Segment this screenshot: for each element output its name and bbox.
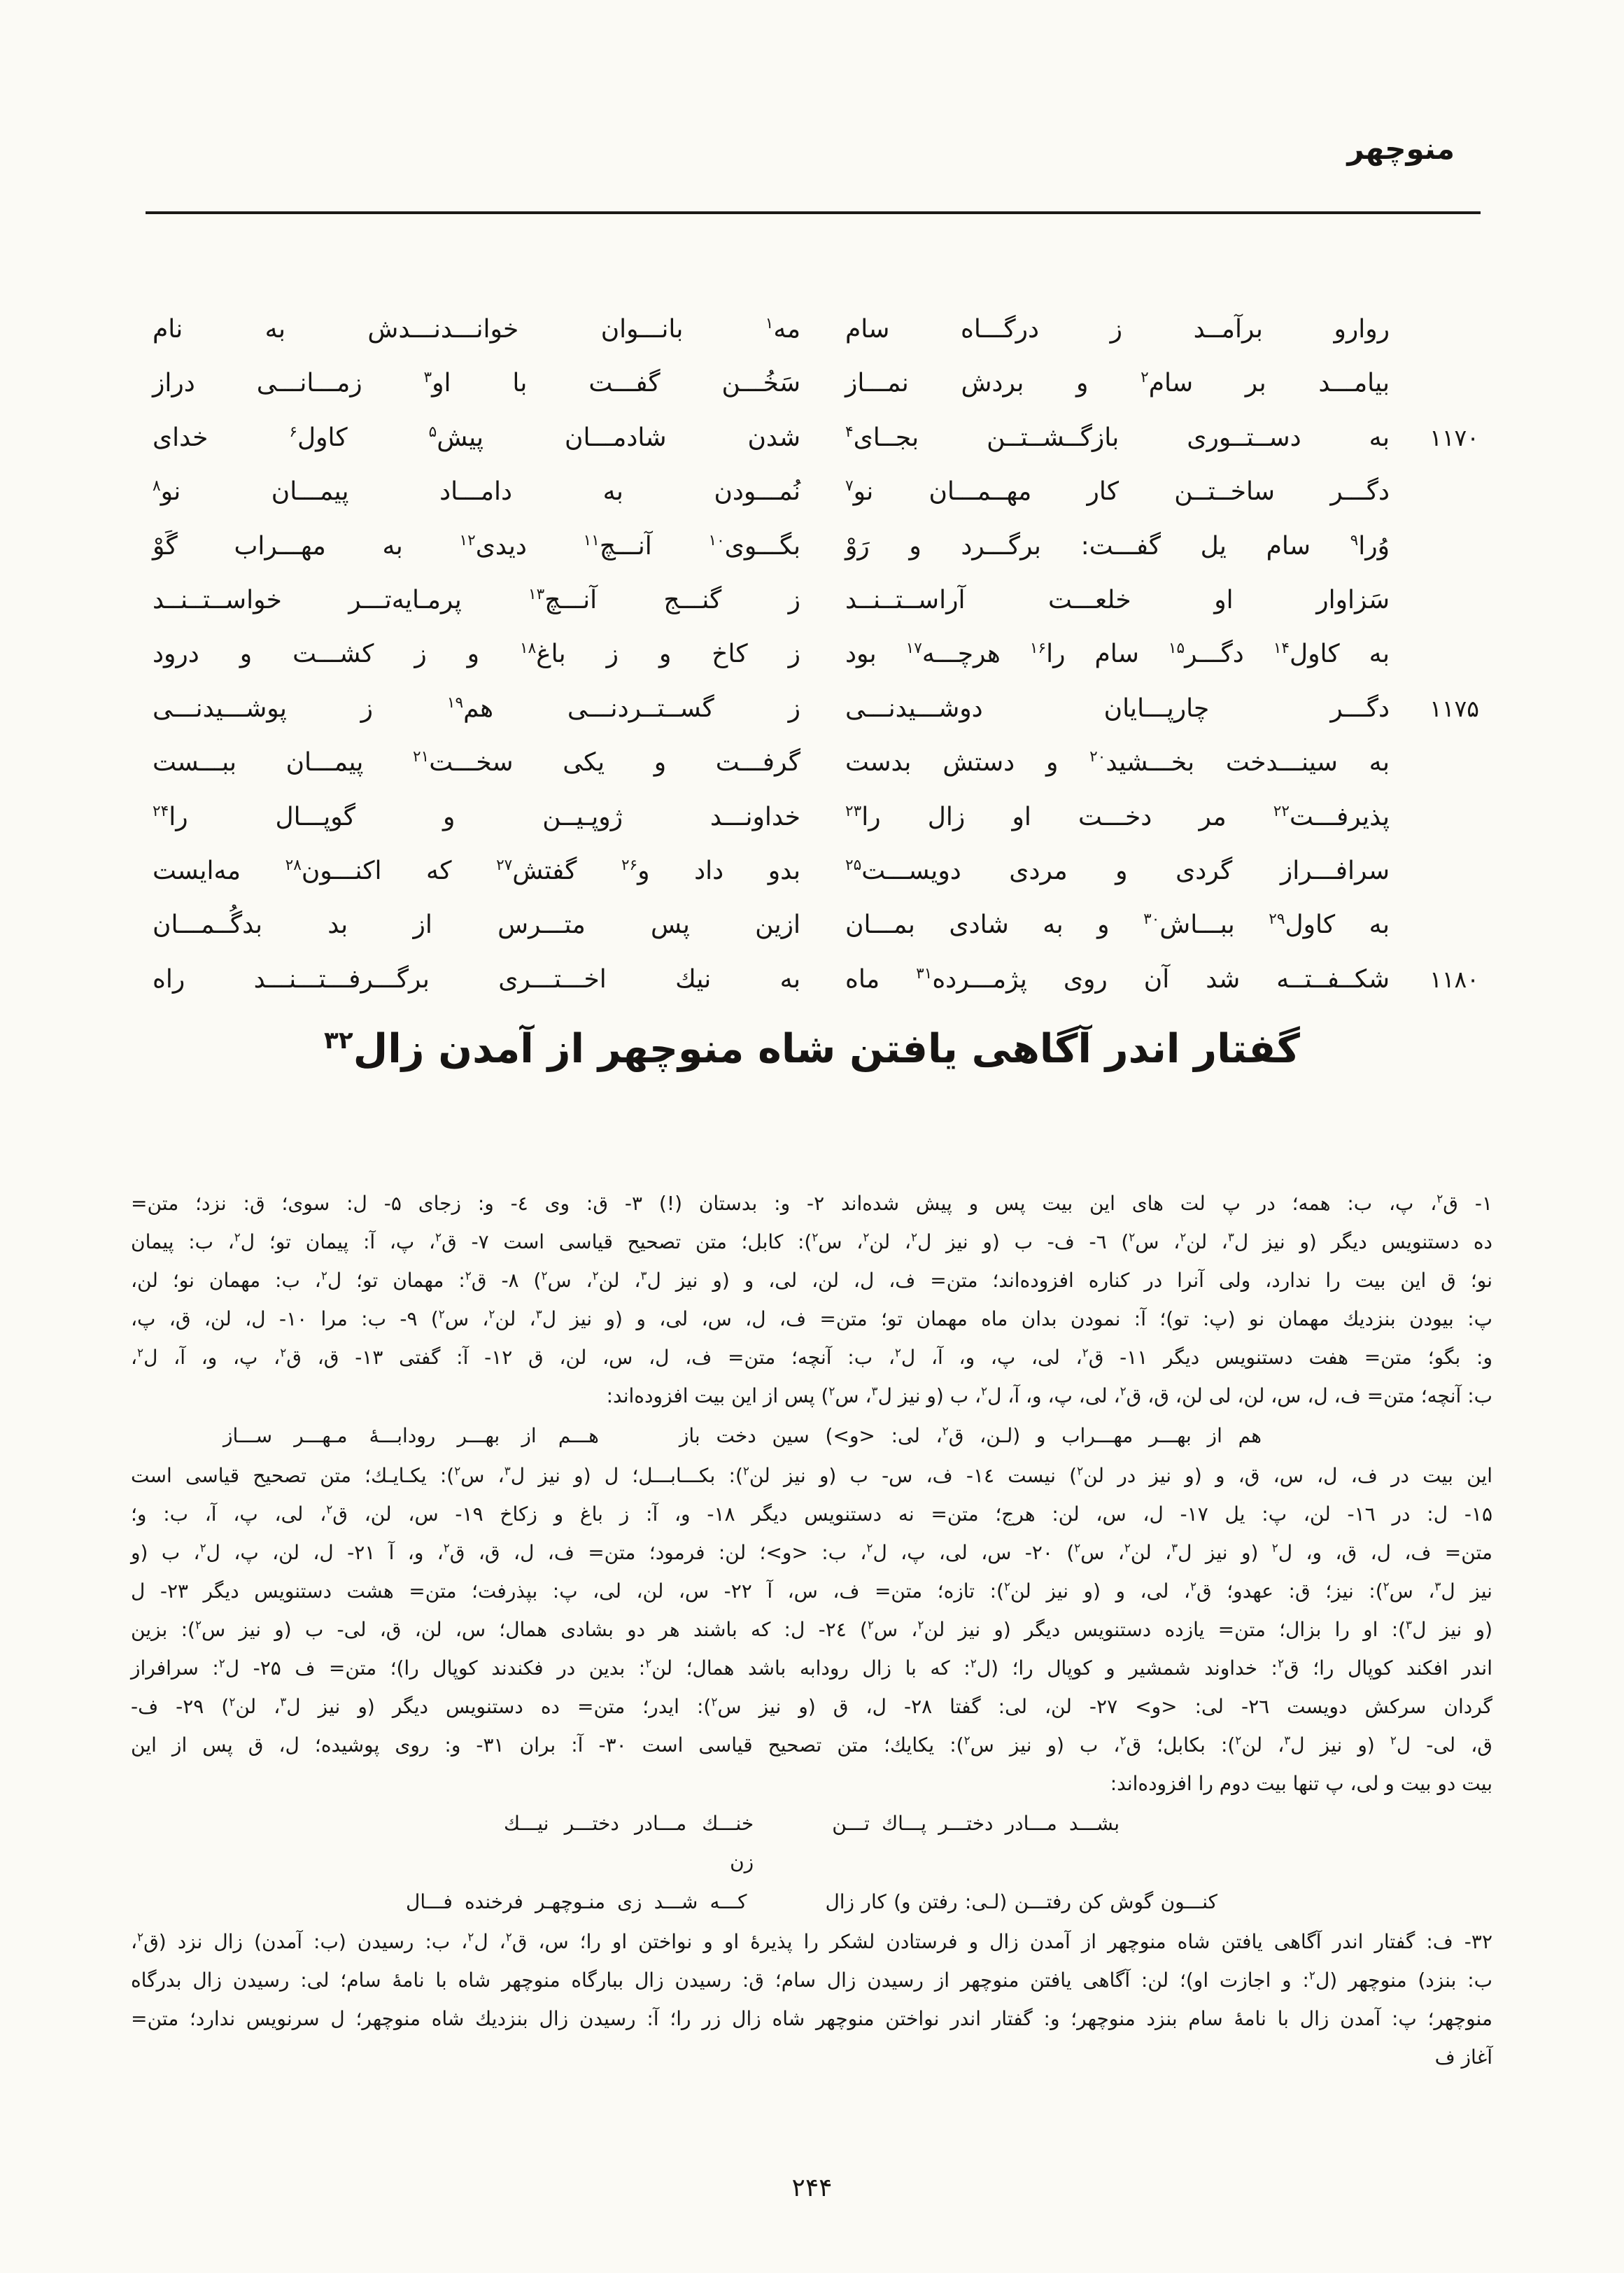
hemistich-second: خداونـــد ژوپـیــن و گوپـــال را$^{۲۴}$ (153, 802, 800, 831)
hemistich-second: سَخُـــن گفـــت با او$^۳$ زمـــانـــی دراز (153, 369, 800, 398)
apparatus-inline-verse (223, 1416, 1262, 1455)
apparatus-line: و: بگو؛ متن= هفت دستنویس دیگر ۱۱- ق$^۲$، لی، پ، و، آ، ل$^۲$، ب: آنچه؛ متن= ف، ل، س، لن، ق ۱۲- آ: گفتی ۱۳- ق، ق$^۲$، پ، و، آ، ل$^۲$، (131, 1345, 1492, 1369)
hemistich-first: دگـــر چارپـــایان دوشـــیدنـــی (845, 694, 1390, 723)
verse-row (153, 315, 1479, 369)
hemistich-first: به کاول$^{۲۹}$ ببـــاش$^{۳۰}$ و به شادی بمـــان (845, 910, 1390, 940)
verse-row (153, 965, 1479, 1019)
section-heading: گفتار اندر آگاهی یافتن شاه منوچهر از آمدن زال$^{۳۲}$ (324, 1026, 1300, 1072)
apparatus-line: ده دستنویس دیگر (و نیز ل$^۳$، لن$^۲$، س$^۲$) ٦- ف- ب (و نیز ل$^۲$، لن$^۲$، س$^۲$): کابل؛ متن تصحیح قیاسی است ۷- ق$^۲$، پ، آ: پیمان تو؛ ل$^۲$، ب: پیمان (131, 1230, 1493, 1253)
hemistich-first: روارو برآمــد ز درگـــاه سام (845, 315, 1390, 344)
verse-number: ۱۱۷۵ (1429, 694, 1479, 722)
header-rule (146, 211, 1481, 214)
apparatus-line: اندر افکند کوپال را؛ ق$^۲$: خداوند شمشیر و کوپال را؛ (ل$^۲$: که با زال رودابه باشد همال؛ لن$^۲$: بدین در فکندند کوپال را)؛ متن= ف ۲۵- ل$^۲$: سرافراز (131, 1656, 1492, 1680)
apparatus-line: (و نیز ل$^۳$): او را بزال؛ متن= یازده دستنویس دیگر (و نیز لن$^۲$، س$^۲$) ۲٤- ل: که باشند هر دو بشادی همال؛ س، لن، ق، لی- ب (و نیز س$^۲$): بزین (131, 1617, 1492, 1641)
verse-row (153, 477, 1479, 531)
apparatus-line: آغاز ف (1434, 2046, 1492, 2069)
hemistich-second: مه$^۱$ بانـــوان خوانـــدنـــدش به نام (153, 315, 800, 344)
hemistich-second: شدن شادمـــان پیش$^۵$ کاول$^۶$ خدای (153, 423, 800, 452)
hemistich-first: به دســتــوری بازگــشــتــن بجــای$^۴$ (845, 423, 1390, 452)
apparatus-line: نو؛ ق این بیت را ندارد، ولی آنرا در کناره افزوده‌اند؛ متن= ف، ل، لن، لی، و (و نیز ل$^۳$، لن$^۲$، س$^۲$) ۸- ق$^۲$: مهمان تو؛ ل$^۲$، ب: مهمان نو؛ لن، (131, 1268, 1492, 1292)
verse-row (153, 369, 1479, 423)
poem-block (153, 315, 1479, 1019)
hemistich-first: دگـــر ساخــتــن کار مهــمـــان نو$^۷$ (845, 477, 1390, 507)
apparatus-line: نیز ل$^۳$، س$^۲$): نیز؛ ق: عهدو؛ ق$^۲$، لی، و (و نیز لن$^۲$): تازه؛ متن= ف، س، آ ۲۲- س، لن، لی، پ: بپذرفت؛ متن= هشت دستنویس دیگر ۲۳- ل (131, 1579, 1492, 1603)
inline-couplet-hemistich-first: کنـــون گوش کن رفتـــن (لـی: رفتن و) کار زال (825, 1890, 1217, 1913)
hemistich-second: ازین پس متـــرس از بد بدگُــمـــان (153, 910, 800, 940)
hemistich-second: ز گســتــردنـــی هم$^{۱۹}$ ز پوشـــیدنـــی (153, 694, 800, 723)
hemistich-first: به کاول$^{۱۴}$ دگـــر$^{۱۵}$ سام را$^{۱۶}$ هرچـــه$^{۱۷}$ بود (845, 640, 1390, 669)
verse-row (153, 423, 1479, 477)
verse-row (153, 694, 1479, 748)
hemistich-second: بگـــوی$^{۱۰}$ آنـــچ$^{۱۱}$ دیدی$^{۱۲}$ به مهـــراب گَوْ (153, 531, 800, 561)
verse-number: ۱۱۷۰ (1429, 423, 1479, 451)
running-head-title: منوچهر (1347, 132, 1455, 166)
apparatus-line: متن= ف، ل، ق، و، ل$^۲$ (و نیز ل$^۳$، لن$^۲$، س$^۲$) ۲۰- س، لی، پ، ل$^۲$، ب: <و>؛ لن: فرمود؛ متن= ف، ل، ق، ق$^۲$، و، آ ۲۱- ل، لن، پ، ل$^۲$، ب (و (131, 1540, 1492, 1564)
hemistich-second: بدو داد و$^{۲۶}$ گفتش$^{۲۷}$ که اکنـــون$^{۲۸}$ مه‌ایست (153, 856, 800, 885)
hemistich-first: شکــفــتــه شد آن روی پژمـــرده$^{۳۱}$ ماه (845, 964, 1390, 994)
inline-couplet-hemistich-first: بشـــد مـــادر دختـــر پـــاك تـــن (832, 1812, 1120, 1835)
inline-couplet-hemistich-second: خنـــك مـــادر دختـــر نیـــك زن (504, 1812, 754, 1873)
apparatus-line: ۱۵- ل: در ۱٦- لن، پ: یل ۱۷- ل، س، لن: هرج؛ متن= نه دستنویس دیگر ۱۸- و، آ: ز باغ و زکاخ ۱۹- س، لن، ق$^۲$، لی، پ، آ، ب: و؛ (131, 1502, 1492, 1526)
apparatus-line: منوچهر؛ پ: آمدن زال با نامهٔ سام بنزد منوچهر؛ و: گفتار اندر نواختن منوچهر شاه زال زر را؛ آ: رسیدن زال بنزدیك شاه منوچهر؛ ل سرنویس ندارد؛ متن= (131, 2007, 1492, 2030)
apparatus-line: پ: بیودن بنزدیك مهمان نو (پ: تو)؛ آ: نمودن بدان ماه مهمان تو؛ متن= ف، ل، س، لی، و (و نیز ل$^۳$، لن$^۲$، س$^۲$) ۹- ب: مرا ۱۰- ل، لن، ق، پ، (131, 1307, 1492, 1330)
hemistich-first: بیامـــد بر سام$^۲$ و بردش نمـــاز (845, 369, 1390, 398)
inline-couplet-hemistich-second: کـــه شـــد زی منـوچهـر فرخنده فـــال (406, 1890, 747, 1913)
verse-row (153, 857, 1479, 910)
apparatus-line: ب: آنچه؛ متن= ف، ل، س، لن، لی لن، ق، ق$^۲$، لی، پ، و، آ، ل$^۲$، ب (و نیز ل$^۳$، س$^۲$) پس از این بیت افزوده‌اند: (606, 1384, 1492, 1407)
apparatus-line: ق، لی- ل$^۲$ (و نیز ل$^۳$، لن$^۲$): بکابل؛ ق$^۲$، ب (و نیز س$^۲$): یکایك؛ متن تصحیح قیاسی است ۳۰- آ: بران ۳۱- و: روی پوشیده؛ ل، ق پس از این (131, 1733, 1492, 1757)
hemistich-first: پذیرفـــت$^{۲۲}$ مر دخـــت او زال را$^{۲۳}$ (845, 802, 1390, 831)
apparatus-line: گردان سرکش دویست ۲٦- لی: <و> ۲۷- لن، لی: گفتا ۲۸- ل، ق (و نیز س$^۲$): ایدر؛ متن= ده دستنویس دیگر (و نیز ل$^۳$، لن$^۲$) ۲۹- ف- (131, 1694, 1493, 1718)
hemistich-first: سَزاوار او خلعـــت آراســتــنــد (845, 585, 1390, 614)
hemistich-second: ز کاخ و ز باغ$^{۱۸}$ و ز کشـــت و درود (153, 640, 800, 669)
apparatus-inline-couplet-line (504, 1804, 1120, 1881)
verse-row (153, 910, 1479, 964)
apparatus-inline-couplet-line (406, 1883, 1217, 1921)
page-number: ۲۴۴ (791, 2174, 833, 2202)
inline-verse-hemistich-second: هـــم از بهـــر رودابـــهٔ مـهـــر ســـاز (223, 1424, 599, 1447)
verse-row (153, 586, 1479, 640)
verse-row (153, 640, 1479, 694)
critical-apparatus (131, 1184, 1492, 2076)
hemistich-second: نُمـــودن به دامـــاد پیمـــان نو$^۸$ (153, 477, 800, 507)
hemistich-first: به سینـــدخت بخـــشید$^{۲۰}$ و دستش بدست (845, 748, 1390, 777)
hemistich-first: وُرا$^۹$ سام یل گفـــت: برگـــرد و رَوْ (845, 531, 1390, 561)
verse-row (153, 803, 1479, 857)
verse-row (153, 532, 1479, 586)
apparatus-line: این بیت در ف، ل، س، ق، و (و نیز در لن$^۲$) نیست ۱٤- ف، س- ب (و نیز لن$^۲$): بکـــابـــل؛ ل (و نیز ل$^۳$، س$^۲$): یکـایـك؛ متن تصحیح قیاسی است (131, 1463, 1493, 1487)
hemistich-second: گرفـــت و یکی سخـــت$^{۲۱}$ پیمـــان ببـــست (153, 748, 800, 777)
apparatus-line: ب: بنزد) منوچهر (ل$^۲$: و اجازت او)؛ لن: آگاهی یافتن منوچهر از رسیدن زال سام؛ ق: رسیدن زال ببارگاه منوچهر شاه با نامهٔ سام؛ لی: رسیدن زال بدرگاه (131, 1968, 1493, 1992)
verse-row (153, 748, 1479, 802)
apparatus-line: ۳۲- ف: گفتار اندر آگاهی یافتن شاه منوچهر از آمدن زال و فرستادن لشکر را پذیرهٔ او و نواختن او را؛ س، ق$^۲$، ل$^۲$، ب: رسیدن (ب: آمدن) زال نزد (ق$^۲$، (131, 1929, 1492, 1953)
hemistich-second: ز گنـــج آنـــچ$^{۱۳}$ پرمـایه‌تـــر خواســتــنــد (153, 585, 800, 614)
hemistich-first: سرافـــراز گردی و مردی دویســـت$^{۲۵}$ (845, 856, 1390, 885)
verse-number: ۱۱۸۰ (1429, 965, 1479, 993)
inline-verse-hemistich-first: هم از بهـــر مهـــراب و (لـن، ق$^۲$، لی: <و>) سین دخت باز (679, 1423, 1262, 1447)
hemistich-second: به نیك اخـــتـــری برگـــرفـــتـــنـــد راه (153, 964, 800, 994)
apparatus-line: بیت دو بیت و لی، پ تنها بیت دوم را افزوده‌اند: (1110, 1772, 1492, 1795)
apparatus-line: ۱- ق$^۲$، پ، ب: همه؛ در پ لت های این بیت پس و پیش شده‌اند ۲- و: بدستان (!) ۳- ق: وی ٤- و: زجای ۵- ل: سوی؛ ق: نزد؛ متن= (131, 1191, 1492, 1215)
